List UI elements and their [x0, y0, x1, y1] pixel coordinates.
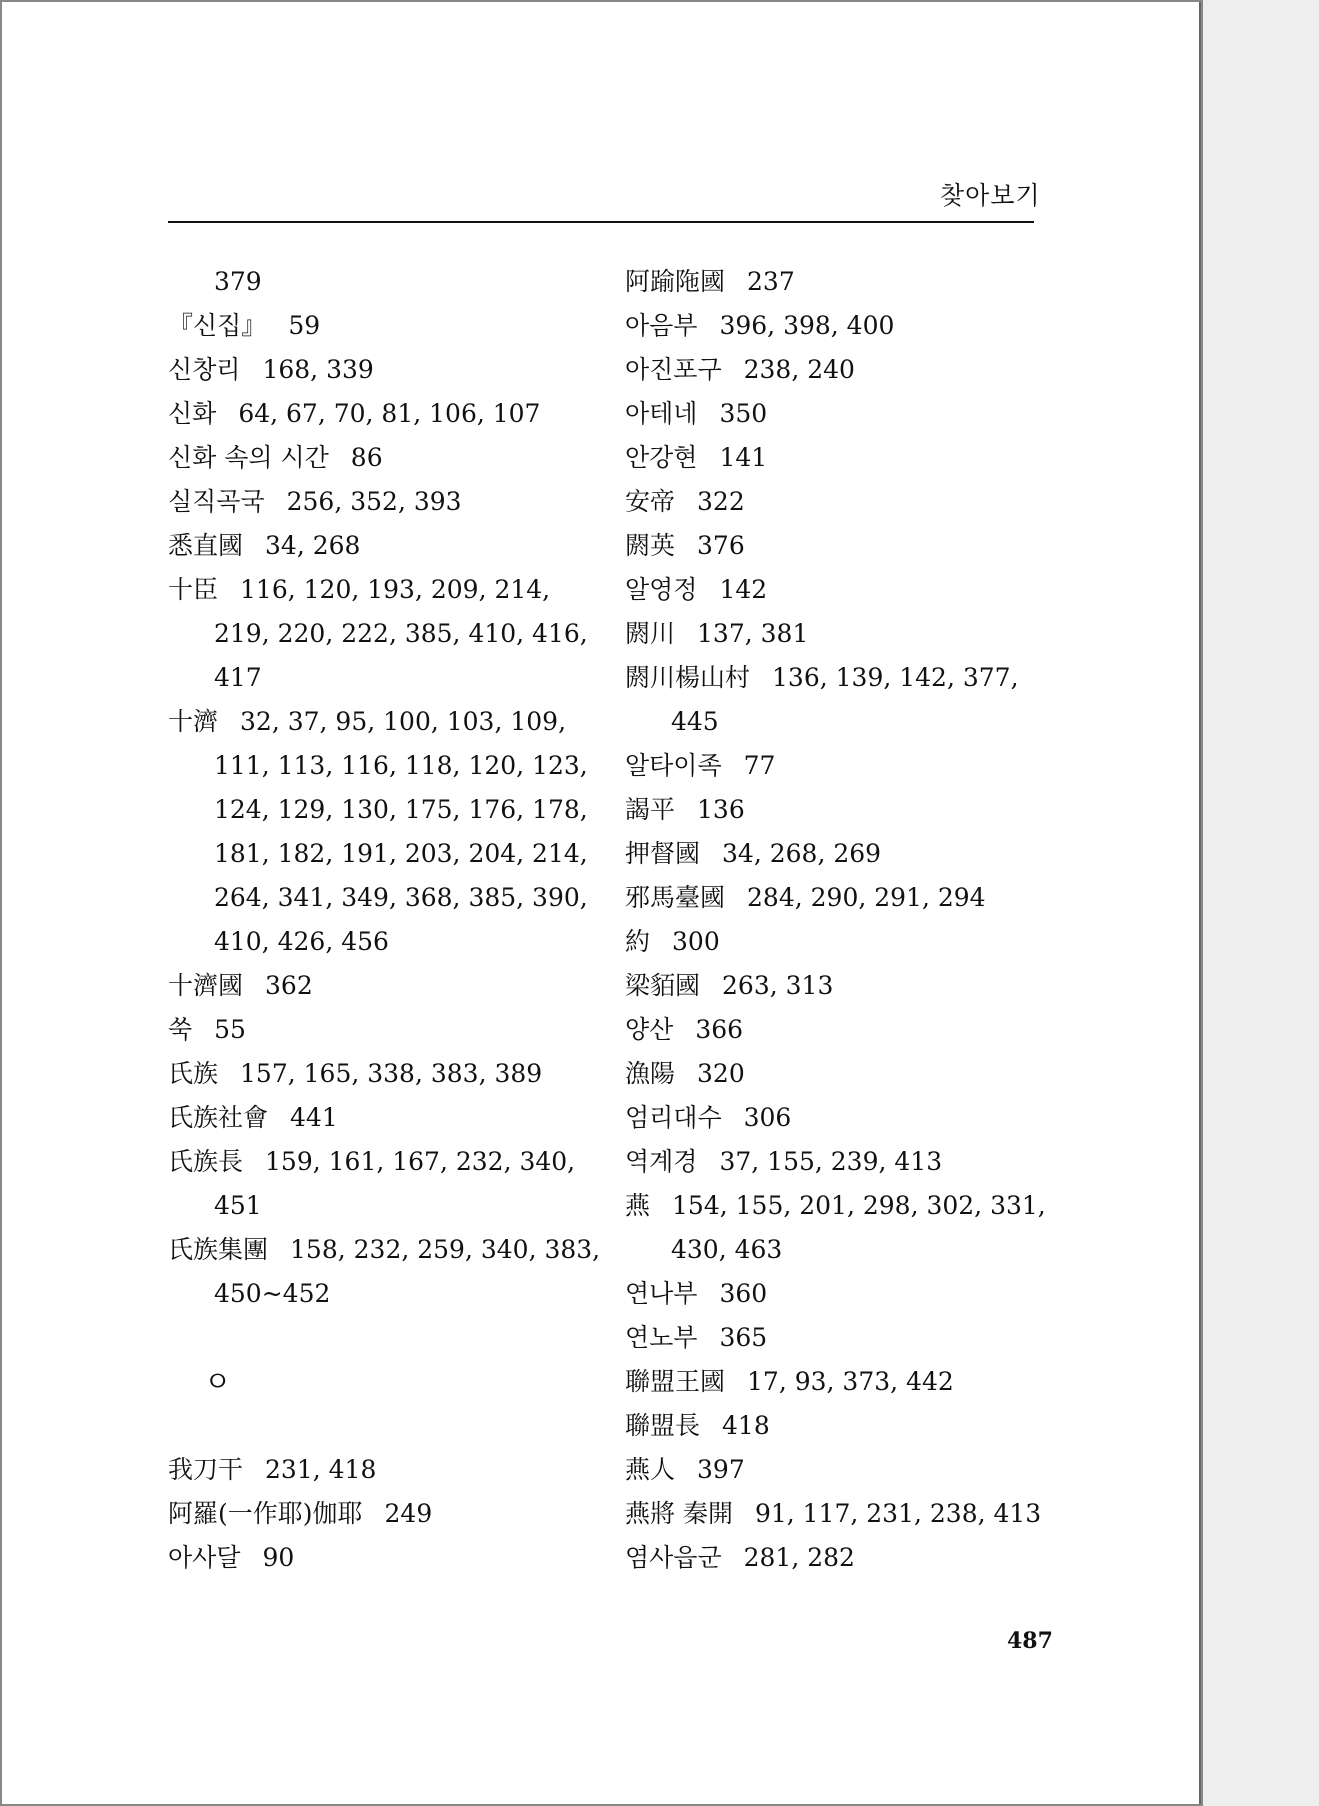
section-letter: ㅇ	[204, 1365, 232, 1398]
index-entry	[168, 1008, 608, 1052]
index-pages: 86	[350, 443, 383, 472]
index-entry	[168, 348, 608, 392]
index-term: 閼英	[625, 531, 676, 560]
index-term: 約	[625, 927, 651, 956]
index-entry	[625, 348, 1065, 392]
index-pages: 136	[697, 795, 745, 824]
index-term: 安帝	[625, 487, 676, 516]
index-term: 알타이족	[625, 751, 722, 780]
index-entry	[625, 1316, 1065, 1360]
index-entry	[625, 1404, 1065, 1448]
index-continuation: 124, 129, 130, 175, 176, 178,	[214, 795, 588, 824]
index-entry	[625, 304, 1065, 348]
index-pages: 37, 155, 239, 413	[719, 1147, 943, 1176]
index-term: 悉直國	[168, 531, 244, 560]
index-pages: 300	[672, 927, 720, 956]
index-entry	[168, 1448, 608, 1492]
index-term: 聯盟王國	[625, 1367, 726, 1396]
index-pages: 306	[743, 1103, 792, 1132]
index-entry	[625, 436, 1065, 480]
index-continuation: 417	[214, 663, 262, 692]
index-pages: 320	[697, 1059, 745, 1088]
index-entry	[625, 1536, 1065, 1580]
index-entry	[625, 1052, 1065, 1096]
index-term: 신창리	[168, 355, 241, 384]
index-pages: 158, 232, 259, 340, 383,	[290, 1235, 601, 1264]
index-column-left	[168, 260, 608, 1580]
index-term: 연나부	[625, 1279, 698, 1308]
index-entry	[625, 744, 1065, 788]
index-continuation: 445	[671, 707, 719, 736]
index-entry	[168, 568, 608, 612]
index-pages: 396, 398, 400	[719, 311, 895, 340]
index-entry	[625, 1008, 1065, 1052]
index-entry	[625, 260, 1065, 304]
index-term: 漁陽	[625, 1059, 676, 1088]
index-pages: 154, 155, 201, 298, 302, 331,	[672, 1191, 1046, 1220]
index-term: 엄리대수	[625, 1103, 722, 1132]
index-entry	[625, 1360, 1065, 1404]
index-term: 十濟國	[168, 971, 244, 1000]
index-pages: 159, 161, 167, 232, 340,	[265, 1147, 576, 1176]
index-pages: 231, 418	[265, 1455, 377, 1484]
index-term: 謁平	[625, 795, 676, 824]
index-continuation: 410, 426, 456	[214, 927, 389, 956]
index-entry	[625, 1492, 1065, 1536]
index-pages: 157, 165, 338, 383, 389	[240, 1059, 543, 1088]
index-continuation: 219, 220, 222, 385, 410, 416,	[214, 619, 588, 648]
index-pages: 137, 381	[697, 619, 809, 648]
index-pages: 397	[697, 1455, 745, 1484]
index-term: 氏族集團	[168, 1235, 269, 1264]
index-pages: 362	[265, 971, 313, 1000]
index-entry	[168, 1536, 608, 1580]
index-entry	[168, 392, 608, 436]
index-pages: 34, 268, 269	[722, 839, 882, 868]
index-pages: 168, 339	[262, 355, 374, 384]
section-gap	[168, 1404, 608, 1448]
index-entry	[168, 1096, 608, 1140]
index-continuation: 430, 463	[671, 1235, 783, 1264]
index-term: 신화 속의 시간	[168, 443, 329, 472]
index-continuation: 264, 341, 349, 368, 385, 390,	[214, 883, 588, 912]
index-term: 阿羅(一作耶)伽耶	[168, 1499, 363, 1528]
index-pages: 17, 93, 373, 442	[747, 1367, 954, 1396]
index-entry	[168, 964, 608, 1008]
index-term: 氏族	[168, 1059, 219, 1088]
index-pages: 365	[719, 1323, 768, 1352]
index-entry	[168, 524, 608, 568]
index-pages: 32, 37, 95, 100, 103, 109,	[240, 707, 567, 736]
index-continuation: 451	[214, 1191, 262, 1220]
index-term: 쑥	[168, 1015, 193, 1044]
index-term: 연노부	[625, 1323, 698, 1352]
index-entry	[168, 1140, 608, 1184]
index-term: 알영정	[625, 575, 698, 604]
index-entry	[625, 1096, 1065, 1140]
index-continuation: 111, 113, 116, 118, 120, 123,	[214, 751, 588, 780]
index-entry	[625, 964, 1065, 1008]
index-term: 실직곡국	[168, 487, 265, 516]
index-pages: 376	[697, 531, 745, 560]
index-term: 押督國	[625, 839, 701, 868]
index-term: 역계경	[625, 1147, 698, 1176]
index-term: 염사읍군	[625, 1543, 722, 1572]
index-entry	[625, 568, 1065, 612]
header-rule	[168, 221, 1034, 223]
index-term: 신화	[168, 399, 217, 428]
index-term: 아사달	[168, 1543, 241, 1572]
index-column-right	[625, 260, 1065, 1580]
index-entry	[625, 832, 1065, 876]
index-term: 梁貊國	[625, 971, 701, 1000]
index-pages: 238, 240	[743, 355, 855, 384]
index-entry	[625, 480, 1065, 524]
index-entry	[168, 304, 608, 348]
index-pages: 360	[719, 1279, 768, 1308]
index-entry	[625, 392, 1065, 436]
index-pages: 418	[722, 1411, 770, 1440]
index-pages: 249	[384, 1499, 433, 1528]
index-pages: 90	[262, 1543, 295, 1572]
index-entry	[625, 524, 1065, 568]
index-pages: 141	[719, 443, 768, 472]
index-term: 閼川	[625, 619, 676, 648]
index-pages: 116, 120, 193, 209, 214,	[240, 575, 551, 604]
index-entry	[625, 1272, 1065, 1316]
index-term: 아진포구	[625, 355, 722, 384]
index-term: 聯盟長	[625, 1411, 701, 1440]
index-continuation: 379	[214, 267, 262, 296]
index-term: 『신집』	[168, 311, 267, 340]
index-pages: 77	[743, 751, 776, 780]
index-entry	[168, 1492, 608, 1536]
index-entry	[625, 876, 1065, 920]
index-pages: 64, 67, 70, 81, 106, 107	[238, 399, 541, 428]
index-entry	[168, 436, 608, 480]
index-entry	[168, 700, 608, 744]
index-entry	[168, 480, 608, 524]
index-pages: 322	[697, 487, 745, 516]
index-pages: 441	[290, 1103, 338, 1132]
index-entry	[168, 1228, 608, 1272]
index-pages: 281, 282	[743, 1543, 855, 1572]
index-term: 양산	[625, 1015, 674, 1044]
index-entry	[625, 656, 1065, 700]
index-pages: 350	[719, 399, 768, 428]
index-entry	[625, 920, 1065, 964]
index-term: 燕將 秦開	[625, 1499, 733, 1528]
index-entry	[168, 1052, 608, 1096]
index-pages: 256, 352, 393	[286, 487, 462, 516]
page-number: 487	[1007, 1628, 1053, 1654]
index-term: 邪馬臺國	[625, 883, 726, 912]
index-term: 안강현	[625, 443, 698, 472]
index-term: 아테네	[625, 399, 698, 428]
index-pages: 263, 313	[722, 971, 834, 1000]
index-entry	[625, 1140, 1065, 1184]
index-pages: 366	[695, 1015, 744, 1044]
index-term: 我刀干	[168, 1455, 244, 1484]
index-term: 아음부	[625, 311, 698, 340]
index-term: 氏族社會	[168, 1103, 269, 1132]
index-pages: 91, 117, 231, 238, 413	[754, 1499, 1042, 1528]
index-continuation: 450~452	[214, 1279, 331, 1308]
section-gap	[168, 1316, 608, 1360]
index-pages: 59	[288, 311, 321, 340]
index-pages: 34, 268	[265, 531, 361, 560]
index-term: 燕人	[625, 1455, 676, 1484]
index-term: 十臣	[168, 575, 219, 604]
index-term: 氏族長	[168, 1147, 244, 1176]
index-entry	[625, 612, 1065, 656]
index-term: 阿踰陁國	[625, 267, 726, 296]
index-entry	[625, 1448, 1065, 1492]
index-continuation: 181, 182, 191, 203, 204, 214,	[214, 839, 588, 868]
index-pages: 142	[719, 575, 768, 604]
running-header-title: 찾아보기	[940, 181, 1041, 210]
index-pages: 136, 139, 142, 377,	[772, 663, 1019, 692]
index-pages: 55	[214, 1015, 246, 1044]
index-term: 十濟	[168, 707, 219, 736]
index-entry	[625, 1184, 1065, 1228]
index-entry	[625, 788, 1065, 832]
index-term: 閼川楊山村	[625, 663, 751, 692]
index-pages: 237	[747, 267, 795, 296]
index-pages: 284, 290, 291, 294	[747, 883, 986, 912]
index-term: 燕	[625, 1191, 651, 1220]
